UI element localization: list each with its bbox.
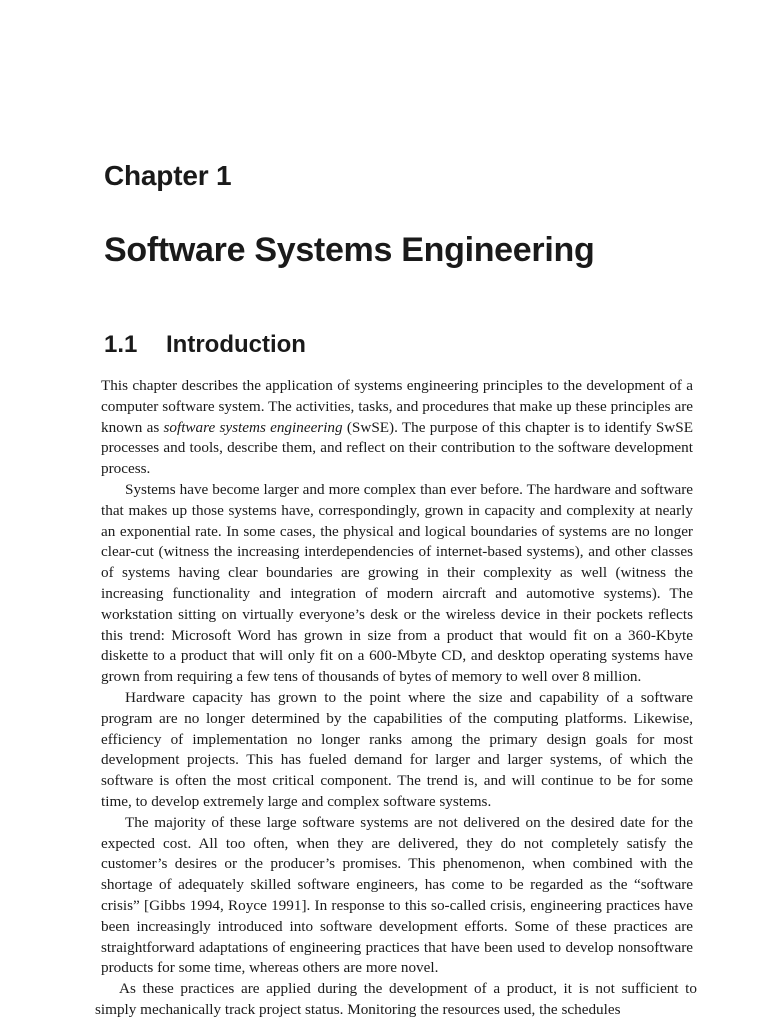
section-title: Introduction [166, 331, 306, 358]
paragraph-5: As these practices are applied during the development of a product, it is not sufficient to simply mechanically track project status. Monitoring the resources used, the schedules [95, 980, 697, 1018]
section-number: 1.1 [104, 331, 138, 358]
paragraph-1-emphasis: software systems engineering [163, 418, 343, 436]
paragraph-3: Hardware capacity has grown to the point where the size and capability of a software program are no longer determined by the capabilities of the computing platforms. Likewise, efficiency of implementation no longer ranks among the primary design goals for most development projects. This has fueled demand for larger and larger systems, of which the software is often the most critical component. The trend is, and will continue to be for some time, to develop extremely large and complex software systems. [101, 688, 693, 810]
chapter-label: Chapter 1 [104, 160, 232, 191]
paragraph-1-text-a: This chapter describes the application of systems engineering principles to the development of a computer software system. The activities, tasks, and procedures that make up these principles are known as [101, 377, 693, 436]
chapter-title: Software Systems Engineering [104, 231, 595, 269]
paragraph-1-text-b: (SwSE). The purpose of this chapter is to identify SwSE processes and tools, describe them, and reflect on their contribution to the software development process. [101, 418, 693, 478]
paragraph-4: The majority of these large software systems are not delivered on the desired date for the expected cost. All too often, when they are delivered, they do not completely satisfy the customer’s desires or the producer’s promises. This phenomenon, when combined with the shortage of adequately skilled software engineers, has come to be regarded as the “software crisis” [Gibbs 1994, Royce 1991]. In response to this so-called crisis, engineering practices have been increasingly introduced into software development efforts. Some of these practices are straightforward adaptations of engineering practices that have been used to develop nonsoftware products for some time, whereas others are more novel. [101, 813, 693, 977]
section-heading [104, 328, 306, 362]
paragraph-2: Systems have become larger and more complex than ever before. The hardware and software that makes up those systems have, correspondingly, grown in capacity and complexity at nearly an exponential rate. In some cases, the physical and logical boundaries of systems are no longer clear-cut (witness the increasing interdependencies of internet-based systems), and other classes of systems having clear boundaries are growing in their complexity as well (witness the increasing functionality and integration of modern aircraft and automotive systems). The workstation sitting on virtually everyone’s desk or the wireless device in their pockets reflects this trend: Microsoft Word has grown in size from a product that would fit on a 360-Kbyte diskette to a product that will only fit on a 600-Mbyte CD, and desktop operating systems have grown from requiring a few tens of thousands of bytes of memory to well over 8 million. [101, 480, 693, 686]
paragraph-1 [101, 376, 693, 480]
body-text [95, 376, 697, 1021]
